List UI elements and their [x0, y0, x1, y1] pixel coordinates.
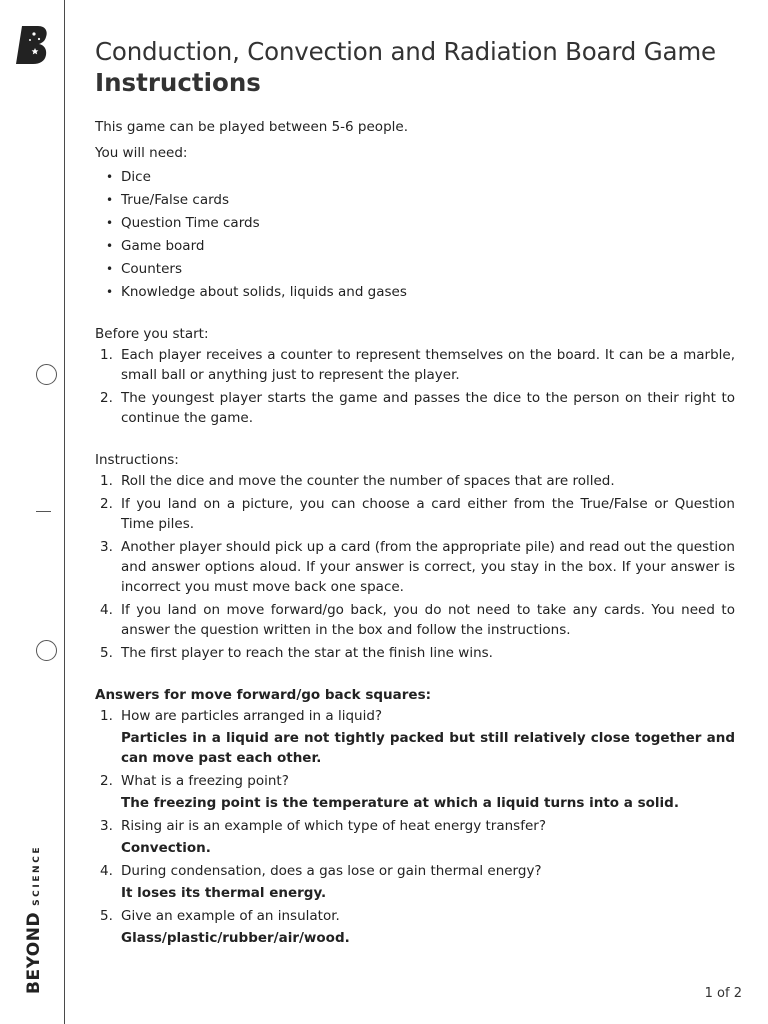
bullet-icon: • [106, 170, 114, 184]
bullet-icon: • [106, 216, 114, 230]
material-item [95, 282, 735, 302]
beyond-logo-icon [14, 24, 50, 66]
instruction-item [95, 600, 735, 640]
bullet-icon: • [106, 239, 114, 253]
material-item [95, 190, 735, 210]
before-item-text: Each player receives a counter to represent themselves on the board. It can be a marble, small ball or anything just to represent the player. [121, 347, 735, 383]
before-heading: Before you start: [95, 326, 209, 342]
material-label: Game board [121, 238, 205, 254]
answers-heading: Answers for move forward/go back squares: [95, 687, 432, 703]
page-title: Conduction, Convection and Radiation Board Game [95, 37, 716, 66]
item-number: 5. [100, 908, 113, 924]
item-number: 4. [100, 863, 113, 879]
instruction-item-text: Roll the dice and move the counter the number of spaces that are rolled. [121, 473, 615, 489]
fold-mark [36, 511, 51, 512]
material-label: Counters [121, 261, 182, 277]
material-item [95, 167, 735, 187]
answer-text: Particles in a liquid are not tightly packed but still relatively close together and can move past each other. [121, 730, 735, 766]
answer-text: Glass/plastic/rubber/air/wood. [121, 930, 350, 946]
instruction-item [95, 494, 735, 534]
answers-list [95, 706, 735, 948]
item-number: 1. [100, 473, 113, 489]
bullet-icon: • [106, 285, 114, 299]
item-number: 5. [100, 645, 113, 661]
question-text: During condensation, does a gas lose or gain thermal energy? [121, 863, 542, 879]
item-number: 1. [100, 708, 113, 724]
material-label: Dice [121, 169, 151, 185]
question-text: What is a freezing point? [121, 773, 289, 789]
before-item-text: The youngest player starts the game and passes the dice to the person on their right to continue the game. [121, 390, 735, 426]
item-number: 2. [100, 390, 113, 406]
before-item [95, 345, 735, 385]
instruction-item-text: If you land on a picture, you can choose a card either from the True/False or Question Time piles. [121, 496, 735, 532]
before-list [95, 345, 735, 428]
question-text: Give an example of an insulator. [121, 908, 340, 924]
material-item [95, 259, 735, 279]
instruction-item [95, 643, 735, 663]
instruction-item [95, 471, 735, 491]
instruction-item [95, 537, 735, 597]
intro-text: This game can be played between 5-6 people. [95, 119, 408, 135]
margin-rule [64, 0, 65, 1024]
material-item [95, 213, 735, 233]
materials-list [95, 167, 735, 302]
answer-item [95, 906, 735, 948]
answer-item [95, 706, 735, 768]
page-number: 1 of 2 [704, 986, 742, 1001]
instructions-list [95, 471, 735, 663]
binder-hole-top [36, 364, 57, 385]
answer-text: Convection. [121, 840, 211, 856]
question-text: How are particles arranged in a liquid? [121, 708, 383, 724]
instruction-item-text: If you land on move forward/go back, you do not need to take any cards. You need to answer the question written in the box and follow the instructions. [121, 602, 735, 638]
item-number: 2. [100, 496, 113, 512]
bullet-icon: • [106, 193, 114, 207]
before-item [95, 388, 735, 428]
brand-word-science: SCIENCE [32, 844, 42, 906]
material-label: Question Time cards [121, 215, 260, 231]
page-subtitle: Instructions [95, 68, 261, 97]
question-text: Rising air is an example of which type of heat energy transfer? [121, 818, 546, 834]
need-label: You will need: [95, 145, 188, 161]
answer-item [95, 861, 735, 903]
item-number: 4. [100, 602, 113, 618]
brand-wordmark [24, 844, 46, 994]
material-label: True/False cards [121, 192, 230, 208]
instruction-item-text: The first player to reach the star at the finish line wins. [121, 645, 493, 661]
item-number: 3. [100, 539, 113, 555]
material-item [95, 236, 735, 256]
material-label: Knowledge about solids, liquids and gases [121, 284, 407, 300]
instructions-heading: Instructions: [95, 452, 179, 468]
answer-item [95, 771, 735, 813]
item-number: 2. [100, 773, 113, 789]
instruction-item-text: Another player should pick up a card (from the appropriate pile) and read out the question and answer options aloud. If your answer is correct, you stay in the box. If your answer is incorrect you must move back one space. [121, 539, 735, 595]
answer-text: It loses its thermal energy. [121, 885, 327, 901]
binder-hole-bottom [36, 640, 57, 661]
brand-word-beyond: BEYOND [24, 911, 44, 994]
document-body [95, 36, 735, 951]
bullet-icon: • [106, 262, 114, 276]
item-number: 1. [100, 347, 113, 363]
answer-text: The freezing point is the temperature at which a liquid turns into a solid. [121, 795, 679, 811]
answer-item [95, 816, 735, 858]
item-number: 3. [100, 818, 113, 834]
